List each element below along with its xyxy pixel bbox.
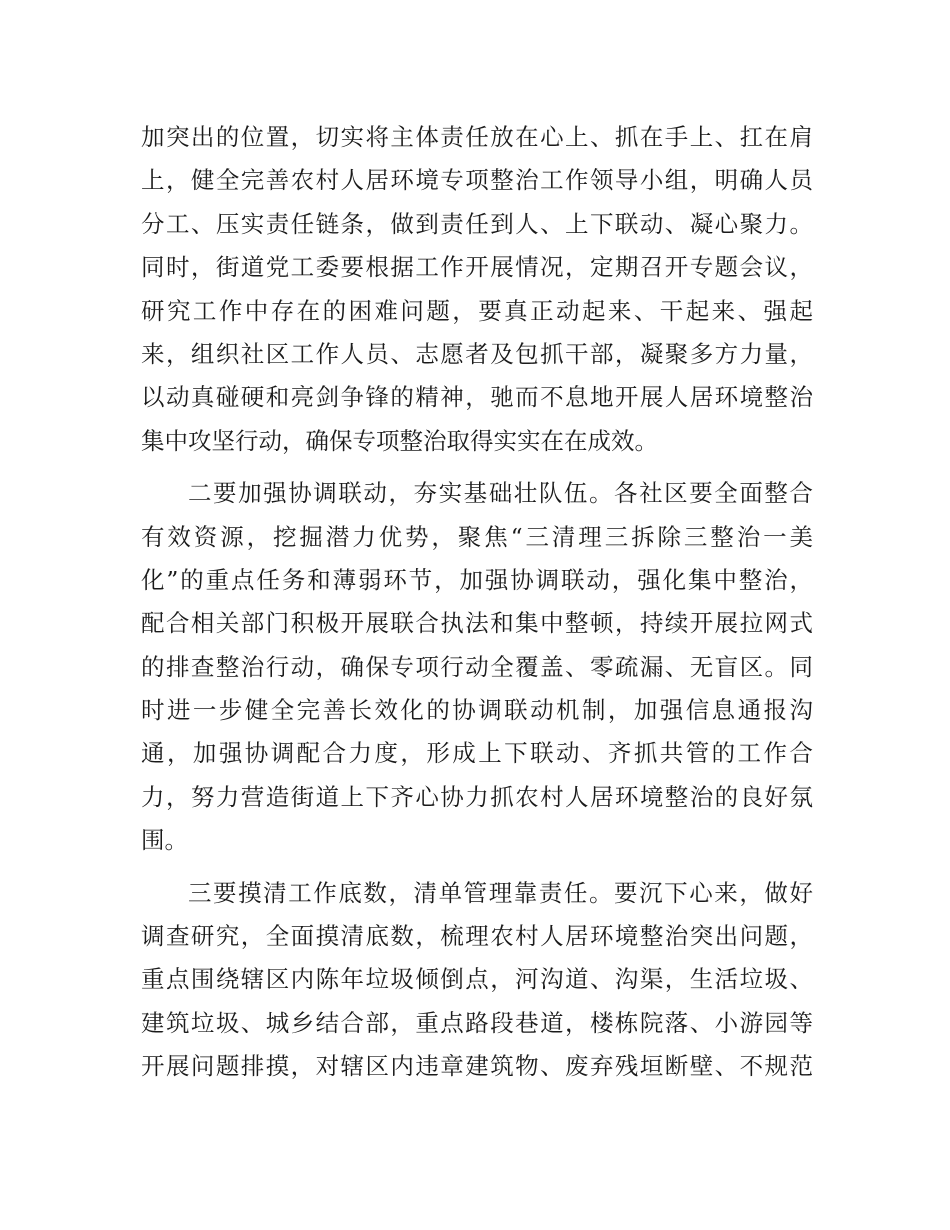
text-line: 来，组织社区工作人员、志愿者及包抓干部，凝聚多方力量， <box>141 339 813 368</box>
text-line: 力，努力营造街道上下齐心协力抓农村人居环境整治的良好氛 <box>141 782 813 811</box>
paragraph-2 <box>141 472 813 863</box>
text-line: 的排查整治行动，确保专项行动全覆盖、零疏漏、无盲区。同 <box>141 652 813 681</box>
text-line: 同时，街道党工委要根据工作开展情况，定期召开专题会议， <box>141 253 813 282</box>
text-line: 重点围绕辖区内陈年垃圾倾倒点，河沟道、沟渠，生活垃圾、 <box>141 965 813 994</box>
text-line: 建筑垃圾、城乡结合部，重点路段巷道，楼栋院落、小游园等 <box>141 1008 813 1037</box>
paragraph-spacer <box>141 463 813 472</box>
document-body <box>141 116 813 1089</box>
text-line: 化”的重点任务和薄弱环节，加强协调联动，强化集中整治， <box>141 565 813 594</box>
text-line: 二要加强协调联动，夯实基础壮队伍。各社区要全面整合 <box>188 479 813 508</box>
paragraph-1 <box>141 116 813 463</box>
text-line: 分工、压实责任链条，做到责任到人、上下联动、凝心聚力。 <box>141 209 813 238</box>
text-line: 调查研究，全面摸清底数，梳理农村人居环境整治突出问题， <box>141 922 813 951</box>
text-line: 集中攻坚行动，确保专项整治取得实实在在成效。 <box>141 426 658 455</box>
text-line: 时进一步健全完善长效化的协调联动机制，加强信息通报沟 <box>141 696 813 725</box>
text-line: 通，加强协调配合力度，形成上下联动、齐抓共管的工作合 <box>141 739 813 768</box>
text-line: 以动真碰硬和亮剑争锋的精神，驰而不息地开展人居环境整治 <box>141 383 813 412</box>
paragraph-spacer <box>141 863 813 872</box>
text-line: 围。 <box>141 826 188 855</box>
paragraph-3 <box>141 872 813 1089</box>
text-line: 三要摸清工作底数，清单管理靠责任。要沉下心来，做好 <box>188 878 813 907</box>
text-line: 加突出的位置，切实将主体责任放在心上、抓在手上、扛在肩 <box>141 123 813 151</box>
text-line: 配合相关部门积极开展联合执法和集中整顿，持续开展拉网式 <box>141 609 813 638</box>
text-line: 有效资源，挖掘潜力优势，聚焦“三清理三拆除三整治一美 <box>141 522 813 551</box>
text-line: 研究工作中存在的困难问题，要真正动起来、干起来、强起 <box>141 296 813 325</box>
text-line: 上，健全完善农村人居环境专项整治工作领导小组，明确人员 <box>141 166 813 195</box>
text-line: 开展问题排摸，对辖区内违章建筑物、废弃残垣断壁、不规范 <box>141 1052 813 1081</box>
